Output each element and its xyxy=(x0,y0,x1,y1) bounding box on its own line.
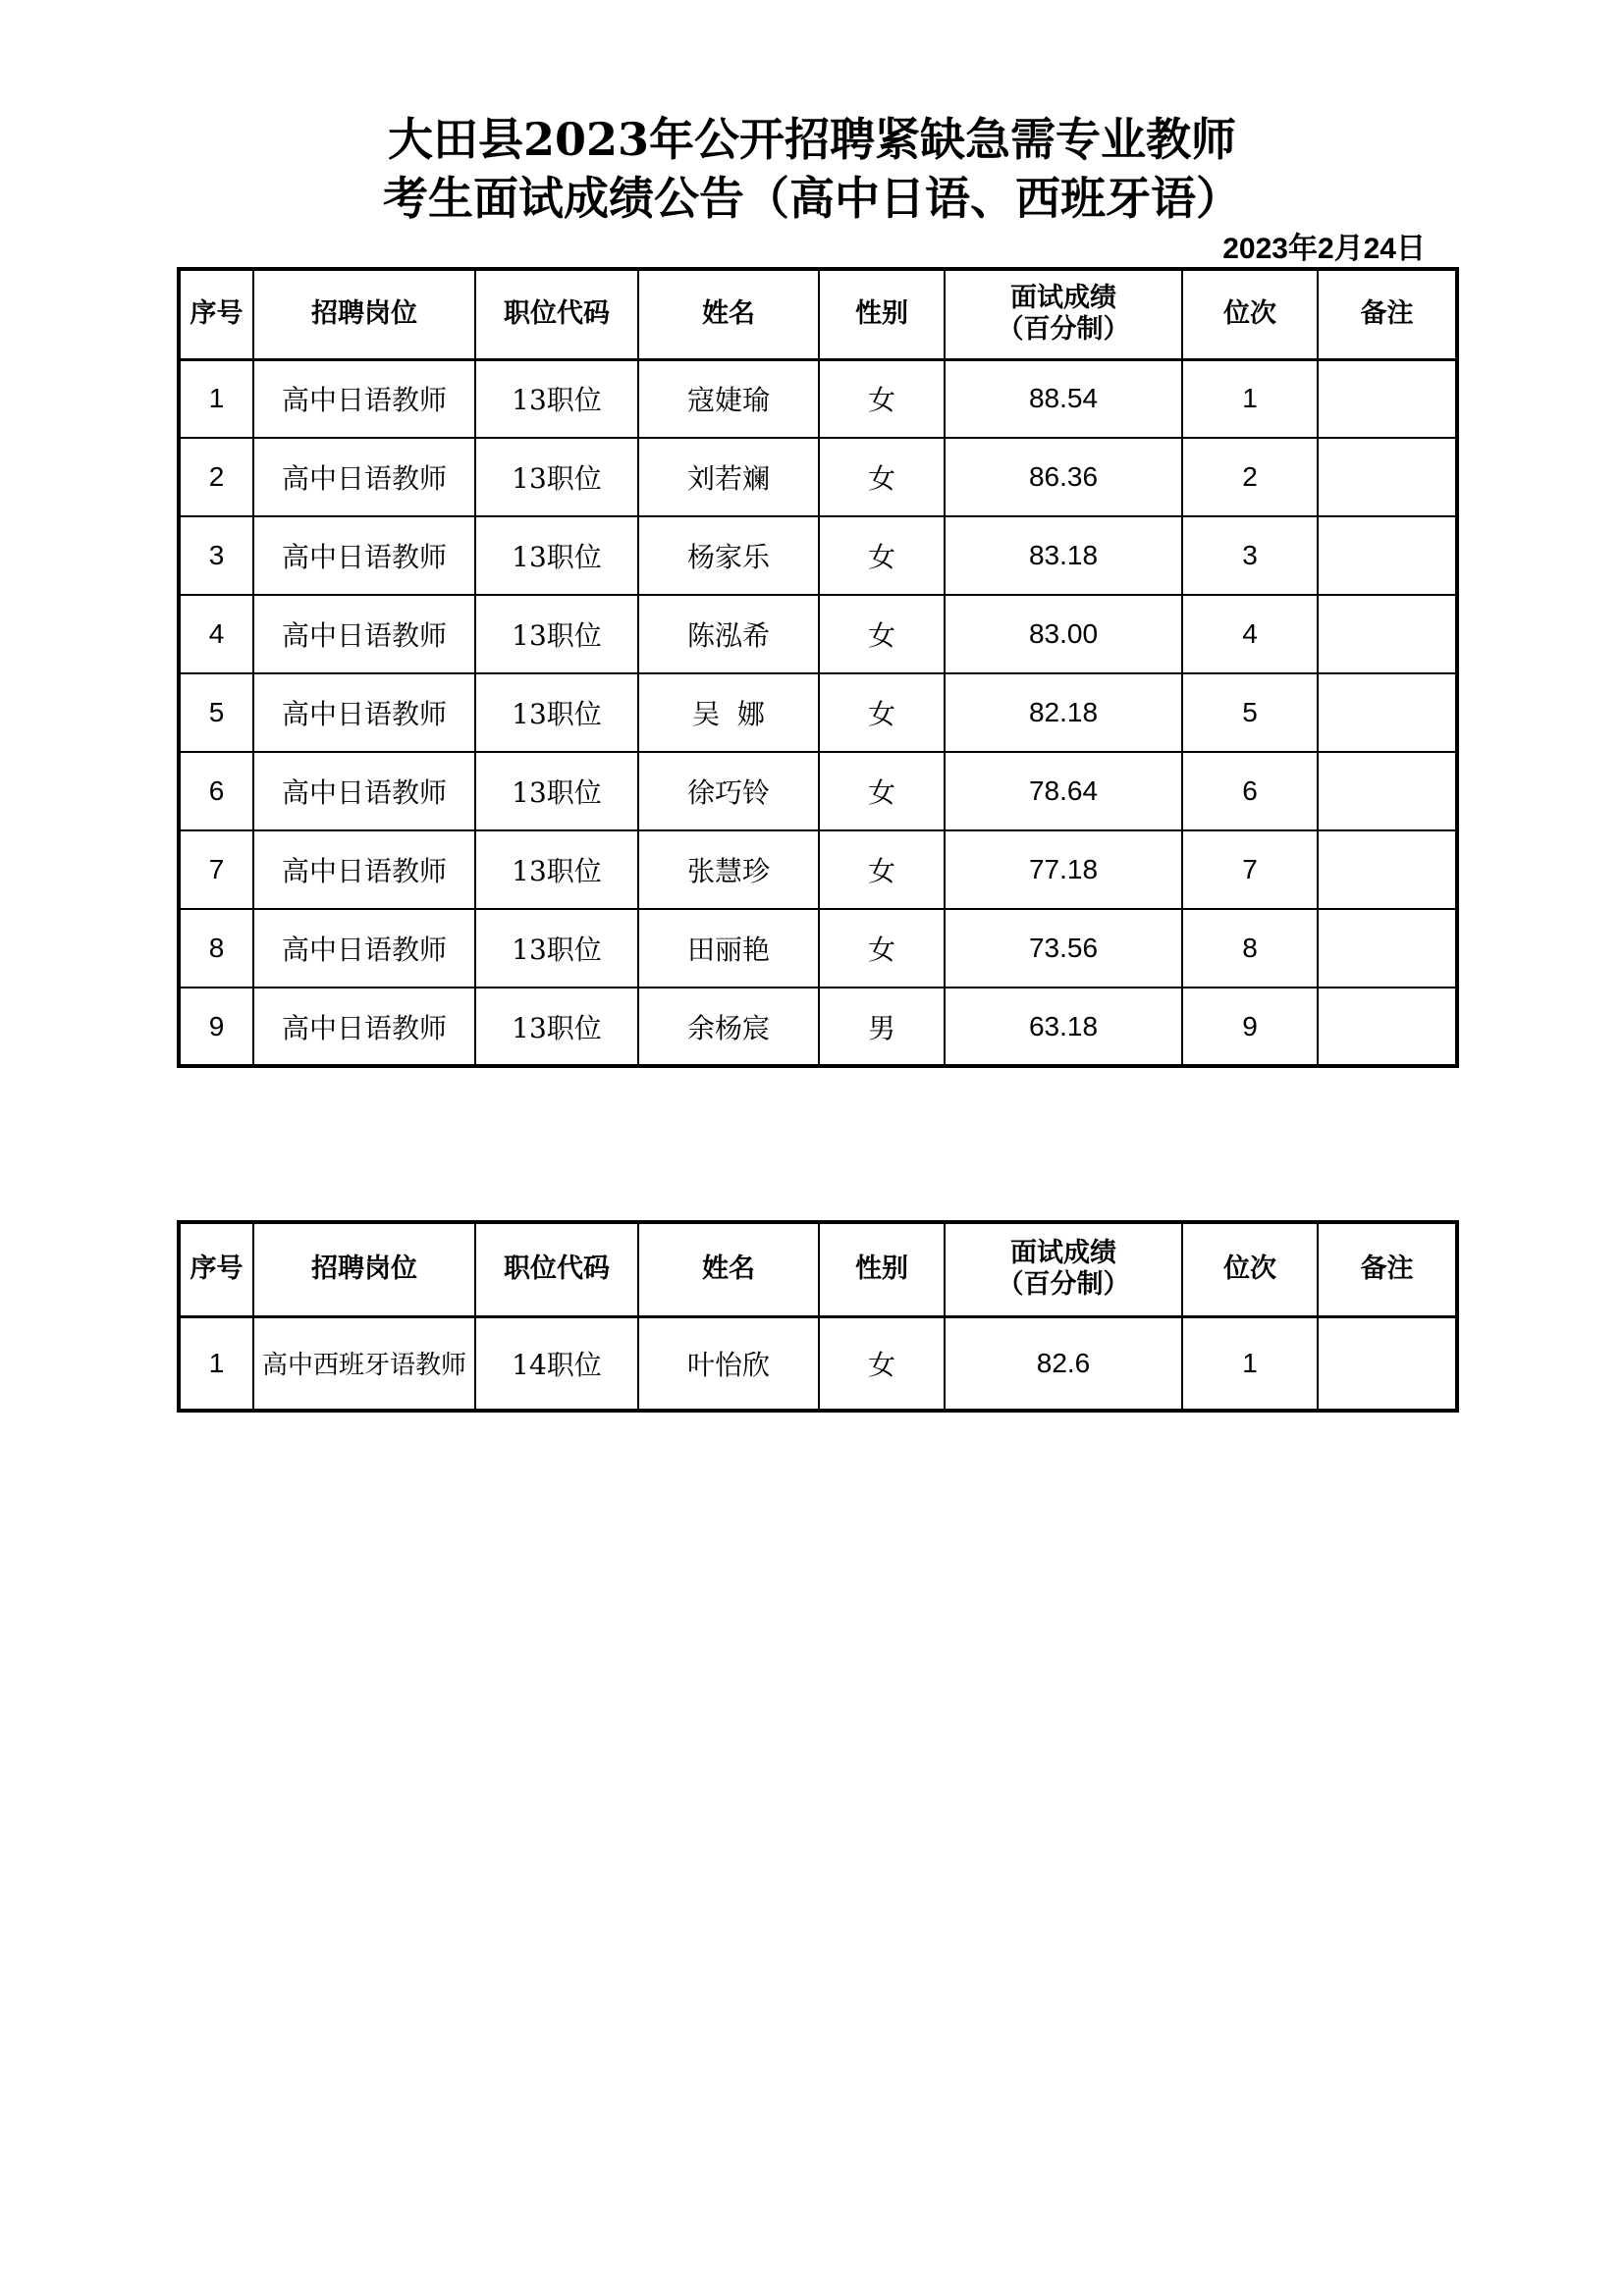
cell-remark xyxy=(1318,1316,1457,1411)
header-rank: 位次 xyxy=(1182,269,1318,359)
cell-seq: 1 xyxy=(179,359,253,438)
cell-gender: 女 xyxy=(819,830,945,909)
cell-remark xyxy=(1318,909,1457,988)
table-row xyxy=(179,1316,1457,1411)
cell-score: 86.36 xyxy=(945,438,1182,516)
cell-post: 高中日语教师 xyxy=(253,752,475,830)
cell-name: 张慧珍 xyxy=(638,830,819,909)
cell-post: 高中日语教师 xyxy=(253,595,475,673)
cell-code: 13职位 xyxy=(475,359,638,438)
cell-code: 13职位 xyxy=(475,516,638,595)
cell-remark xyxy=(1318,438,1457,516)
header-score xyxy=(945,1222,1182,1316)
header-name: 姓名 xyxy=(638,1222,819,1316)
header-post: 招聘岗位 xyxy=(253,1222,475,1316)
cell-seq: 5 xyxy=(179,673,253,752)
cell-seq: 9 xyxy=(179,988,253,1066)
cell-name: 叶怡欣 xyxy=(638,1316,819,1411)
header-remark: 备注 xyxy=(1318,1222,1457,1316)
cell-score: 88.54 xyxy=(945,359,1182,438)
cell-post: 高中西班牙语教师 xyxy=(253,1316,475,1411)
document-title-line1: 大田县2023年公开招聘紧缺急需专业教师 xyxy=(387,113,1237,166)
cell-rank: 1 xyxy=(1182,359,1318,438)
cell-code: 14职位 xyxy=(475,1316,638,1411)
cell-seq: 4 xyxy=(179,595,253,673)
header-remark: 备注 xyxy=(1318,269,1457,359)
cell-rank: 6 xyxy=(1182,752,1318,830)
publish-date: 2023年2月24日 xyxy=(1222,233,1426,265)
cell-post: 高中日语教师 xyxy=(253,909,475,988)
header-seq: 序号 xyxy=(179,1222,253,1316)
cell-name: 田丽艳 xyxy=(638,909,819,988)
cell-rank: 9 xyxy=(1182,988,1318,1066)
table-row xyxy=(179,673,1457,752)
cell-score: 82.18 xyxy=(945,673,1182,752)
header-name: 姓名 xyxy=(638,269,819,359)
cell-gender: 女 xyxy=(819,673,945,752)
cell-remark xyxy=(1318,673,1457,752)
table-row xyxy=(179,438,1457,516)
cell-post: 高中日语教师 xyxy=(253,830,475,909)
cell-rank: 3 xyxy=(1182,516,1318,595)
cell-score: 63.18 xyxy=(945,988,1182,1066)
cell-gender: 女 xyxy=(819,438,945,516)
cell-post: 高中日语教师 xyxy=(253,988,475,1066)
cell-code: 13职位 xyxy=(475,752,638,830)
header-code: 职位代码 xyxy=(475,269,638,359)
header-score-line2: （百分制） xyxy=(997,1269,1130,1301)
cell-code: 13职位 xyxy=(475,673,638,752)
cell-seq: 2 xyxy=(179,438,253,516)
cell-remark xyxy=(1318,752,1457,830)
cell-code: 13职位 xyxy=(475,830,638,909)
cell-post: 高中日语教师 xyxy=(253,359,475,438)
table-row xyxy=(179,752,1457,830)
table-header-row xyxy=(179,1222,1457,1316)
document-title-line2: 考生面试成绩公告（高中日语、西班牙语） xyxy=(383,172,1241,225)
cell-seq: 1 xyxy=(179,1316,253,1411)
cell-name: 陈泓希 xyxy=(638,595,819,673)
header-score xyxy=(945,269,1182,359)
cell-gender: 女 xyxy=(819,909,945,988)
cell-post: 高中日语教师 xyxy=(253,673,475,752)
header-score-line2: （百分制） xyxy=(997,314,1130,346)
cell-gender: 女 xyxy=(819,1316,945,1411)
cell-remark xyxy=(1318,516,1457,595)
header-gender: 性别 xyxy=(819,269,945,359)
table-row xyxy=(179,909,1457,988)
cell-remark xyxy=(1318,359,1457,438)
spanish-teacher-score-table xyxy=(177,1220,1459,1413)
cell-seq: 8 xyxy=(179,909,253,988)
cell-name: 寇婕瑜 xyxy=(638,359,819,438)
cell-rank: 8 xyxy=(1182,909,1318,988)
cell-gender: 女 xyxy=(819,595,945,673)
cell-name: 徐巧铃 xyxy=(638,752,819,830)
cell-name: 刘若斓 xyxy=(638,438,819,516)
header-score-line1: 面试成绩 xyxy=(1010,1238,1116,1269)
cell-code: 13职位 xyxy=(475,988,638,1066)
cell-code: 13职位 xyxy=(475,438,638,516)
cell-rank: 5 xyxy=(1182,673,1318,752)
japanese-teacher-score-table xyxy=(177,267,1459,1068)
cell-seq: 7 xyxy=(179,830,253,909)
header-score-line1: 面试成绩 xyxy=(1010,283,1116,314)
cell-seq: 6 xyxy=(179,752,253,830)
cell-gender: 女 xyxy=(819,359,945,438)
table-row xyxy=(179,830,1457,909)
header-seq: 序号 xyxy=(179,269,253,359)
cell-rank: 1 xyxy=(1182,1316,1318,1411)
header-post: 招聘岗位 xyxy=(253,269,475,359)
cell-remark xyxy=(1318,595,1457,673)
cell-rank: 2 xyxy=(1182,438,1318,516)
cell-score: 78.64 xyxy=(945,752,1182,830)
table-row xyxy=(179,359,1457,438)
cell-post: 高中日语教师 xyxy=(253,516,475,595)
cell-rank: 7 xyxy=(1182,830,1318,909)
cell-code: 13职位 xyxy=(475,595,638,673)
table-row xyxy=(179,988,1457,1066)
cell-seq: 3 xyxy=(179,516,253,595)
table-row xyxy=(179,595,1457,673)
cell-score: 82.6 xyxy=(945,1316,1182,1411)
cell-remark xyxy=(1318,830,1457,909)
table-row xyxy=(179,516,1457,595)
cell-name: 余杨宸 xyxy=(638,988,819,1066)
cell-name: 杨家乐 xyxy=(638,516,819,595)
header-code: 职位代码 xyxy=(475,1222,638,1316)
cell-gender: 女 xyxy=(819,516,945,595)
cell-gender: 男 xyxy=(819,988,945,1066)
cell-score: 83.18 xyxy=(945,516,1182,595)
cell-remark xyxy=(1318,988,1457,1066)
cell-score: 77.18 xyxy=(945,830,1182,909)
table-header-row xyxy=(179,269,1457,359)
cell-name: 吴 娜 xyxy=(638,673,819,752)
header-gender: 性别 xyxy=(819,1222,945,1316)
header-rank: 位次 xyxy=(1182,1222,1318,1316)
cell-gender: 女 xyxy=(819,752,945,830)
cell-code: 13职位 xyxy=(475,909,638,988)
cell-score: 73.56 xyxy=(945,909,1182,988)
cell-score: 83.00 xyxy=(945,595,1182,673)
cell-post: 高中日语教师 xyxy=(253,438,475,516)
cell-rank: 4 xyxy=(1182,595,1318,673)
